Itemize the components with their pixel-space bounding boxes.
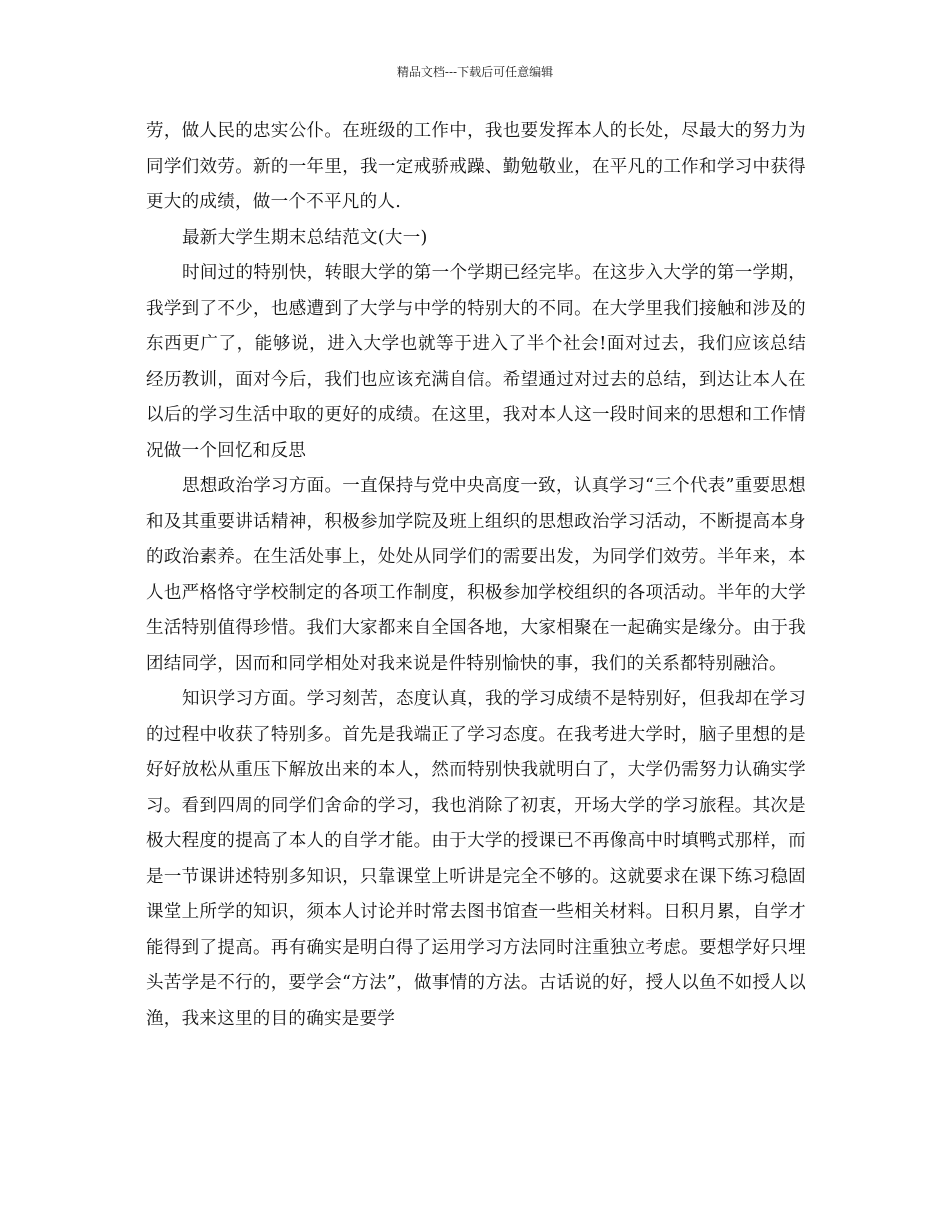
paragraph-ideology: 思想政治学习方面。一直保持与党中央高度一致，认真学习“三个代表”重要思想和及其重要讲话精神，积极参加学院及班上组织的思想政治学习活动，不断提高本身的政治素养。在生活处事上，处处从同学们的需要出发，为同学们效劳。半年来，本人也严格恪守学校制定的各项工作制度，积极参加学校组织的各项活动。半年的大学生活特别值得珍惜。我们大家都来自全国各地，大家相聚在一起确实是缘分。由于我团结同学，因而和同学相处对我来说是件特别愉快的事，我们的关系都特别融洽。 (146, 476, 806, 674)
section-title: 最新大学生期末总结范文(大一) (182, 227, 428, 248)
page-header: 精品文档---下载后可任意编辑 (396, 65, 554, 79)
document-body (146, 114, 806, 1037)
paragraph-continuation: 劳，做人民的忠实公仆。在班级的工作中，我也要发挥本人的长处，尽最大的努力为同学们效劳。新的一年里，我一定戒骄戒躁、勤勉敬业，在平凡的工作和学习中获得更大的成绩，做一个不平凡的人. (146, 121, 806, 212)
paragraph-intro: 时间过的特别快，转眼大学的第一个学期已经完毕。在这步入大学的第一学期，我学到了不少，也感遭到了大学与中学的特别大的不同。在大学里我们接触和涉及的东西更广了，能够说，进入大学也就等于进入了半个社会!面对过去，我们应该总结经历教训，面对今后，我们也应该充满自信。希望通过对过去的总结，到达让本人在以后的学习生活中取的更好的成绩。在这里，我对本人这一段时间来的思想和工作情况做一个回忆和反思 (146, 263, 806, 461)
paragraph-study: 知识学习方面。学习刻苦，态度认真，我的学习成绩不是特别好，但我却在学习的过程中收获了特别多。首先是我端正了学习态度。在我考进大学时，脑子里想的是好好放松从重压下解放出来的本人，然而特别快我就明白了，大学仍需努力认确实学习。看到四周的同学们舍命的学习，我也消除了初衷，开场大学的学习旅程。其次是极大程度的提高了本人的自学才能。由于大学的授课已不再像高中时填鸭式那样，而是一节课讲述特别多知识，只靠课堂上听讲是完全不够的。这就要求在课下练习稳固课堂上所学的知识，须本人讨论并时常去图书馆查一些相关材料。日积月累，自学才能得到了提高。再有确实是明白得了运用学习方法同时注重独立考虑。要想学好只埋头苦学是不行的，要学会“方法”，做事情的方法。古话说的好，授人以鱼不如授人以渔，我来这里的目的确实是要学 (146, 689, 806, 1029)
